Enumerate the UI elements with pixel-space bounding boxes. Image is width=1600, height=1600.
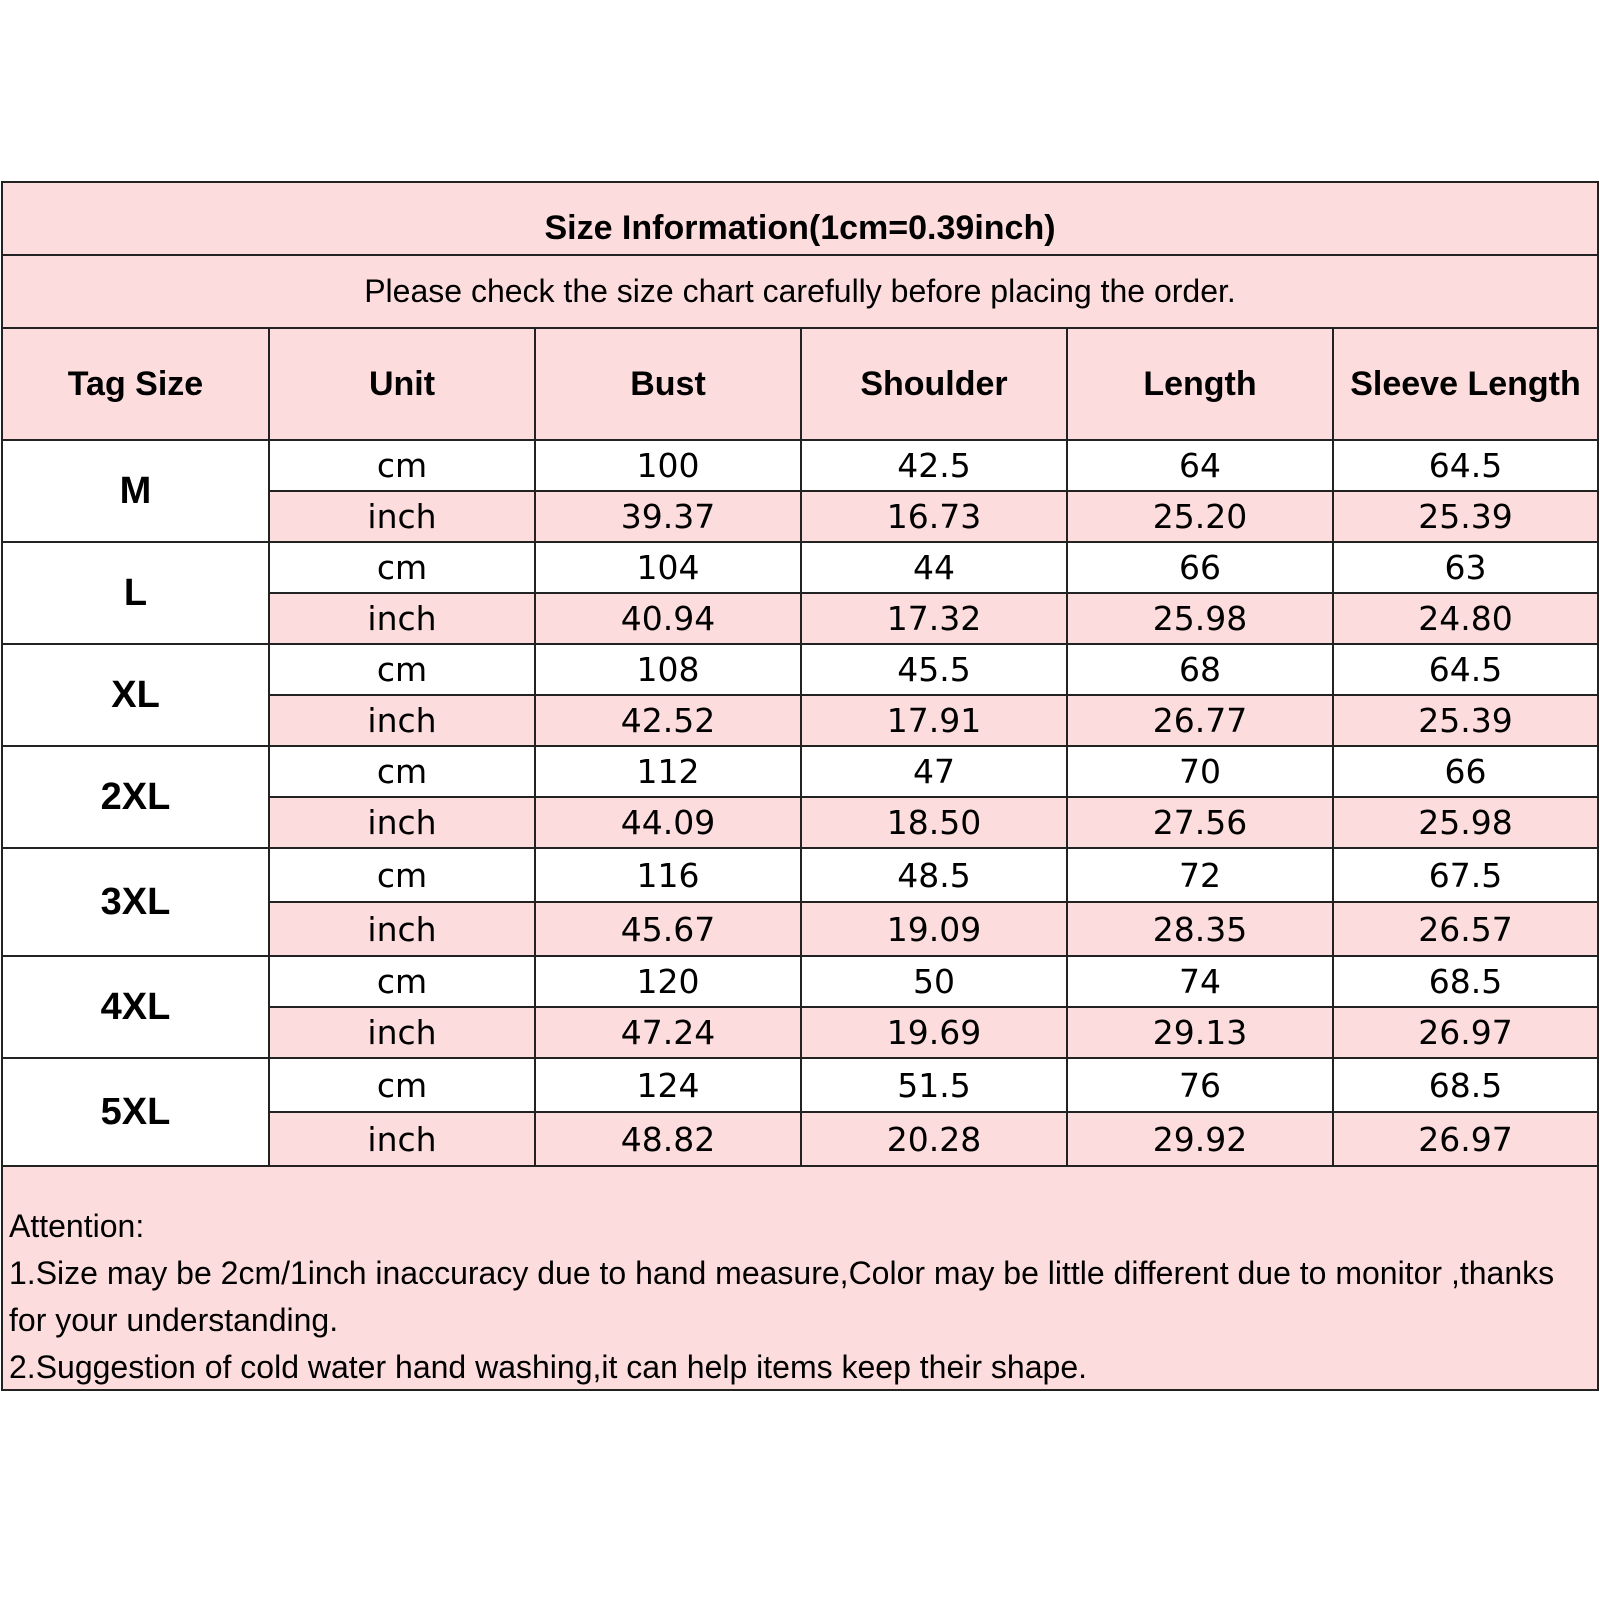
unit-cell: inch — [269, 797, 535, 848]
unit-cell: cm — [269, 644, 535, 695]
measurement-cell: 18.50 — [801, 797, 1067, 848]
measurement-cell: 42.5 — [801, 440, 1067, 491]
measurement-cell: 27.56 — [1067, 797, 1333, 848]
measurement-cell: 19.69 — [801, 1007, 1067, 1058]
measurement-cell: 25.98 — [1333, 797, 1597, 848]
measurement-cell: 17.32 — [801, 593, 1067, 644]
measurement-cell: 70 — [1067, 746, 1333, 797]
chart-subtitle: Please check the size chart carefully before placing the order. — [3, 256, 1597, 329]
measurement-cell: 64.5 — [1333, 440, 1597, 491]
unit-cell: cm — [269, 542, 535, 593]
unit-cell: inch — [269, 1112, 535, 1166]
attention-notes — [3, 1167, 1597, 1389]
table-row — [3, 746, 1597, 797]
measurement-cell: 29.13 — [1067, 1007, 1333, 1058]
measurement-cell: 17.91 — [801, 695, 1067, 746]
measurement-cell: 104 — [535, 542, 801, 593]
measurement-cell: 44 — [801, 542, 1067, 593]
table-row — [3, 956, 1597, 1007]
unit-cell: inch — [269, 1007, 535, 1058]
measurement-cell: 20.28 — [801, 1112, 1067, 1166]
unit-cell: cm — [269, 440, 535, 491]
table-row — [3, 440, 1597, 491]
measurement-cell: 68 — [1067, 644, 1333, 695]
measurement-cell: 45.67 — [535, 902, 801, 956]
measurement-cell: 45.5 — [801, 644, 1067, 695]
table-row — [3, 644, 1597, 695]
size-table — [3, 329, 1597, 1167]
measurement-cell: 76 — [1067, 1058, 1333, 1112]
measurement-cell: 120 — [535, 956, 801, 1007]
header-length: Length — [1067, 329, 1333, 440]
measurement-cell: 66 — [1067, 542, 1333, 593]
tag-size-cell: L — [3, 542, 269, 644]
measurement-cell: 47 — [801, 746, 1067, 797]
measurement-cell: 47.24 — [535, 1007, 801, 1058]
header-unit: Unit — [269, 329, 535, 440]
size-chart — [1, 181, 1599, 1391]
measurement-cell: 48.82 — [535, 1112, 801, 1166]
measurement-cell: 42.52 — [535, 695, 801, 746]
measurement-cell: 63 — [1333, 542, 1597, 593]
measurement-cell: 16.73 — [801, 491, 1067, 542]
measurement-cell: 39.37 — [535, 491, 801, 542]
unit-cell: inch — [269, 695, 535, 746]
measurement-cell: 25.98 — [1067, 593, 1333, 644]
measurement-cell: 64.5 — [1333, 644, 1597, 695]
measurement-cell: 74 — [1067, 956, 1333, 1007]
tag-size-cell: 3XL — [3, 848, 269, 956]
measurement-cell: 25.39 — [1333, 491, 1597, 542]
unit-cell: cm — [269, 746, 535, 797]
unit-cell: cm — [269, 956, 535, 1007]
measurement-cell: 100 — [535, 440, 801, 491]
table-row — [3, 542, 1597, 593]
measurement-cell: 26.97 — [1333, 1007, 1597, 1058]
size-table-body — [3, 440, 1597, 1166]
measurement-cell: 51.5 — [801, 1058, 1067, 1112]
tag-size-cell: 5XL — [3, 1058, 269, 1166]
measurement-cell: 25.20 — [1067, 491, 1333, 542]
tag-size-cell: XL — [3, 644, 269, 746]
tag-size-cell: 4XL — [3, 956, 269, 1058]
measurement-cell: 26.57 — [1333, 902, 1597, 956]
header-sleeve-length: Sleeve Length — [1333, 329, 1597, 440]
measurement-cell: 112 — [535, 746, 801, 797]
chart-title: Size Information(1cm=0.39inch) — [3, 183, 1597, 256]
tag-size-cell: 2XL — [3, 746, 269, 848]
measurement-cell: 67.5 — [1333, 848, 1597, 902]
attention-heading: Attention: — [9, 1208, 145, 1244]
measurement-cell: 64 — [1067, 440, 1333, 491]
measurement-cell: 68.5 — [1333, 1058, 1597, 1112]
measurement-cell: 66 — [1333, 746, 1597, 797]
attention-line-2: 2.Suggestion of cold water hand washing,it can help items keep their shape. — [9, 1349, 1087, 1385]
measurement-cell: 26.77 — [1067, 695, 1333, 746]
header-tag-size: Tag Size — [3, 329, 269, 440]
unit-cell: cm — [269, 848, 535, 902]
measurement-cell: 19.09 — [801, 902, 1067, 956]
attention-line-1: 1.Size may be 2cm/1inch inaccuracy due to hand measure,Color may be little different due to monitor ,thanks for your understanding. — [9, 1255, 1555, 1338]
measurement-cell: 48.5 — [801, 848, 1067, 902]
measurement-cell: 44.09 — [535, 797, 801, 848]
measurement-cell: 116 — [535, 848, 801, 902]
unit-cell: inch — [269, 491, 535, 542]
table-row — [3, 848, 1597, 902]
unit-cell: cm — [269, 1058, 535, 1112]
measurement-cell: 28.35 — [1067, 902, 1333, 956]
header-row — [3, 329, 1597, 440]
header-shoulder: Shoulder — [801, 329, 1067, 440]
measurement-cell: 68.5 — [1333, 956, 1597, 1007]
measurement-cell: 40.94 — [535, 593, 801, 644]
measurement-cell: 72 — [1067, 848, 1333, 902]
tag-size-cell: M — [3, 440, 269, 542]
measurement-cell: 124 — [535, 1058, 801, 1112]
measurement-cell: 50 — [801, 956, 1067, 1007]
measurement-cell: 26.97 — [1333, 1112, 1597, 1166]
table-row — [3, 1058, 1597, 1112]
measurement-cell: 29.92 — [1067, 1112, 1333, 1166]
measurement-cell: 25.39 — [1333, 695, 1597, 746]
unit-cell: inch — [269, 902, 535, 956]
measurement-cell: 24.80 — [1333, 593, 1597, 644]
header-bust: Bust — [535, 329, 801, 440]
measurement-cell: 108 — [535, 644, 801, 695]
unit-cell: inch — [269, 593, 535, 644]
